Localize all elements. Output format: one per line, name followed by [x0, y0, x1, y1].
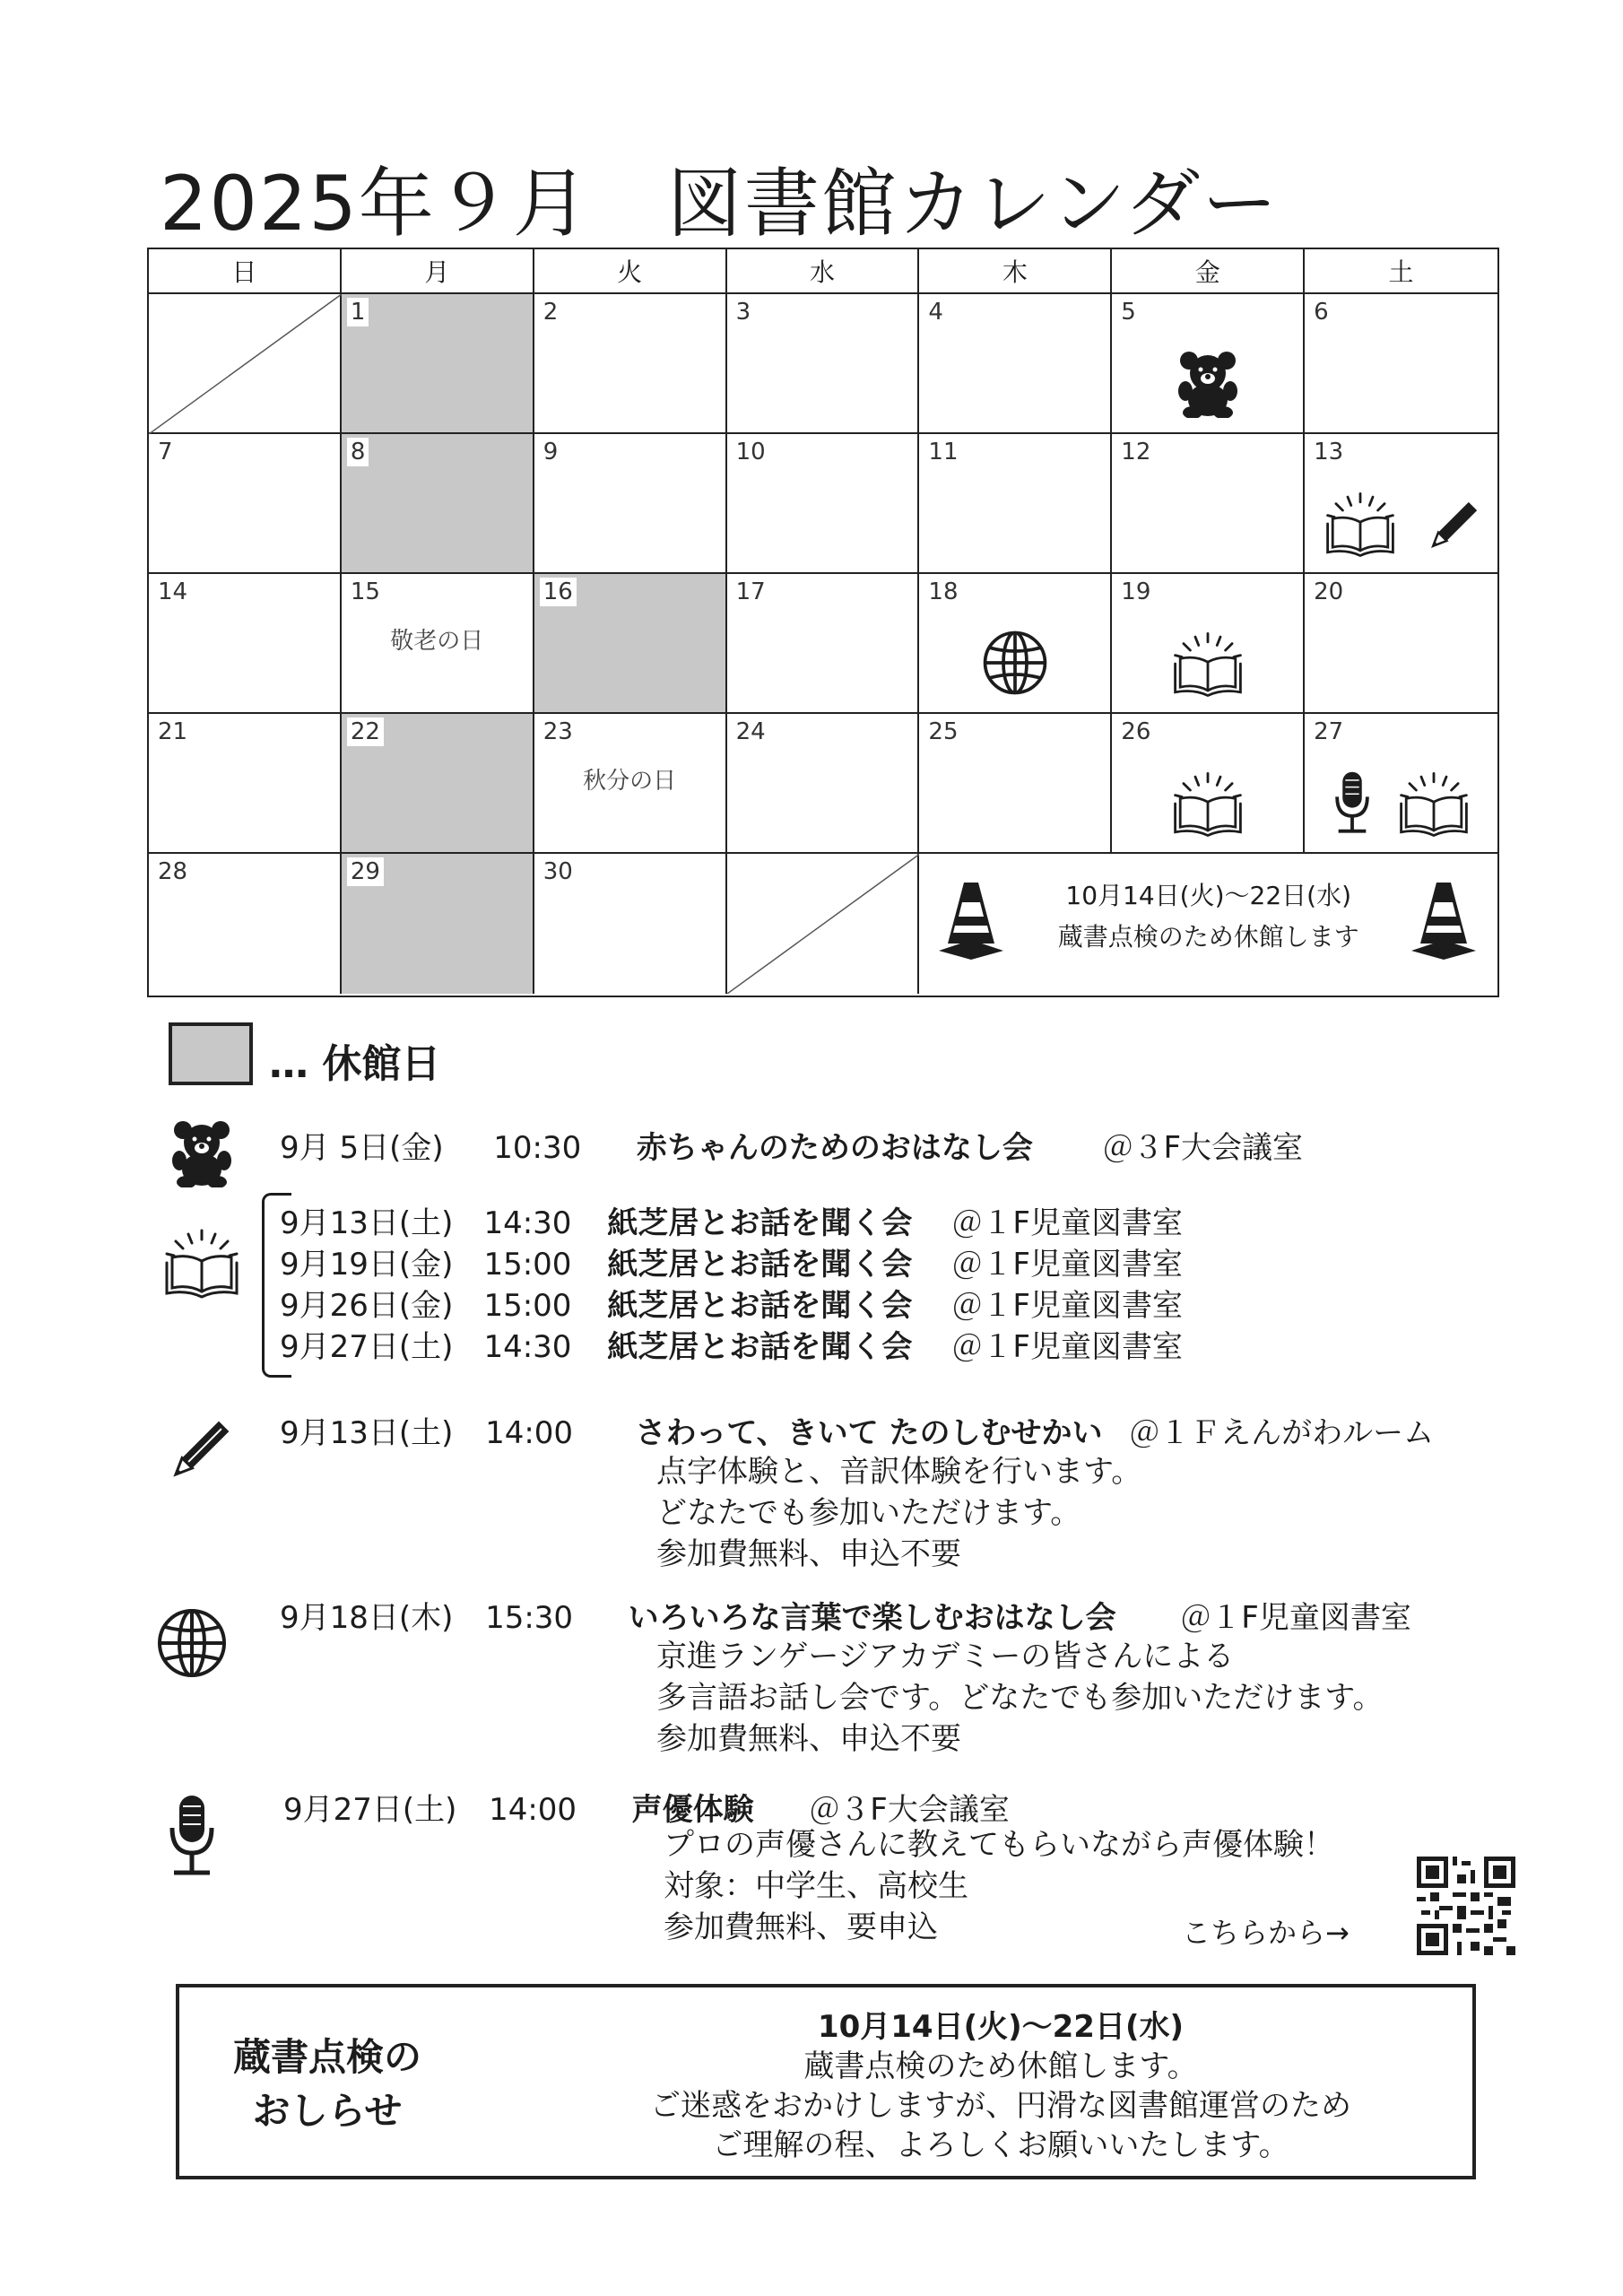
- event-time: 15:30: [485, 1600, 574, 1636]
- calendar-day-cell: [342, 714, 534, 854]
- day-icons: [1112, 748, 1303, 841]
- calendar-day-cell: [1112, 434, 1305, 574]
- holiday-name: 秋分の日: [583, 768, 677, 795]
- calendar-day-cell: [919, 714, 1112, 854]
- day-number: 5: [1121, 299, 1136, 326]
- day-number: 11: [928, 439, 959, 465]
- calendar-empty-cell: [149, 294, 342, 434]
- weekday-header: 日: [149, 249, 342, 294]
- notice-heading-line: 蔵書点検の: [233, 2035, 422, 2079]
- event-desc-line: 対象：中学生、高校生: [664, 1868, 968, 1904]
- day-number: 15: [350, 578, 380, 605]
- event-desc-line: プロの声優さんに教えてもらいながら声優体験！: [664, 1827, 1334, 1863]
- qr-link-label: こちらから→: [1182, 1916, 1350, 1950]
- day-icons: [1305, 468, 1497, 561]
- event-title: 紙芝居とお話を聞く会: [607, 1288, 913, 1324]
- calendar-day-cell: [727, 294, 920, 434]
- open-book-icon: [1170, 770, 1245, 841]
- calendar-day-cell: [534, 714, 727, 854]
- day-number: 10: [735, 439, 766, 465]
- open-book-icon: [1396, 770, 1471, 841]
- day-number: 13: [1314, 439, 1344, 465]
- event-desc-line: 参加費無料、申込不要: [656, 1536, 961, 1572]
- open-book-icon: [161, 1227, 242, 1302]
- event-desc-line: 参加費無料、申込不要: [656, 1721, 961, 1757]
- calendar-day-cell: [534, 294, 727, 434]
- day-number: 21: [158, 718, 188, 745]
- day-number: 28: [158, 858, 188, 885]
- calendar-day-cell: [919, 434, 1112, 574]
- globe-icon: [980, 628, 1050, 701]
- open-book-icon: [1170, 630, 1245, 701]
- notice-heading-line: おしらせ: [252, 2089, 403, 2133]
- day-number: 24: [735, 718, 766, 745]
- day-number: 1: [347, 298, 369, 326]
- event-lang: [280, 1593, 1411, 1637]
- day-number: 23: [542, 718, 573, 745]
- weekday-header: 月: [342, 249, 534, 294]
- day-number: 20: [1314, 578, 1344, 605]
- event-place: ＠１F児童図書室: [951, 1247, 1183, 1283]
- notice-line: ご迷惑をおかけしますが、円滑な図書館運営のため: [650, 2088, 1351, 2124]
- calendar-day-cell: [342, 854, 534, 994]
- globe-icon: [154, 1605, 230, 1684]
- day-number: 2: [542, 299, 559, 326]
- page-title: 2025年９月 図書館カレンダー: [160, 160, 1280, 248]
- closed-day-legend-label: … 休館日: [269, 1041, 441, 1087]
- calendar-day-cell: [149, 714, 342, 854]
- notice-dates: 10月14日(火)〜22日(水): [817, 2009, 1185, 2045]
- event-kamishibai-row: [280, 1239, 1183, 1283]
- day-number: 18: [928, 578, 959, 605]
- event-date: 9月13日(土): [280, 1205, 454, 1241]
- event-date: 9月18日(木): [280, 1600, 454, 1636]
- event-title: 紙芝居とお話を聞く会: [607, 1205, 913, 1241]
- event-title: 紙芝居とお話を聞く会: [607, 1247, 913, 1283]
- event-date: 9月26日(金): [280, 1288, 454, 1324]
- event-title: いろいろな言葉で楽しむおはなし会: [628, 1600, 1116, 1636]
- day-number: 19: [1121, 578, 1151, 605]
- calendar-day-cell: [1305, 294, 1497, 434]
- qr-code[interactable]: [1417, 1857, 1515, 1959]
- event-kamishibai-row: [280, 1198, 1183, 1242]
- day-number: 6: [1314, 299, 1329, 326]
- calendar-notice-text: [1018, 875, 1399, 958]
- day-number: 9: [542, 439, 559, 465]
- day-number: 29: [347, 857, 384, 886]
- day-number: 22: [347, 718, 384, 746]
- weekday-header: 水: [727, 249, 920, 294]
- event-place: ＠１F児童図書室: [951, 1288, 1183, 1324]
- calendar-day-cell: [919, 574, 1112, 714]
- calendar-day-cell: [1112, 574, 1305, 714]
- event-date: 9月 5日(金): [280, 1130, 444, 1166]
- event-time: 14:00: [489, 1792, 577, 1828]
- event-touch: [280, 1408, 1434, 1452]
- calendar-day-cell: [1305, 574, 1497, 714]
- microphone-icon: [165, 1794, 219, 1883]
- event-desc-line: 多言語お話し会です。どなたでも参加いただけます。: [656, 1680, 1384, 1716]
- day-number: 3: [735, 299, 751, 326]
- day-number: 17: [735, 578, 766, 605]
- open-book-icon: [1323, 490, 1398, 561]
- calendar-day-cell: [342, 294, 534, 434]
- day-number: 14: [158, 578, 188, 605]
- teddy-bear-icon: [1176, 350, 1239, 422]
- traffic-cone-icon: [937, 881, 1005, 965]
- calendar-day-cell: [534, 574, 727, 714]
- event-time: 15:00: [483, 1288, 572, 1324]
- event-desc-line: 点字体験と、音訳体験を行います。: [656, 1454, 1142, 1490]
- day-number: 7: [158, 439, 173, 465]
- calendar-day-cell: [1112, 294, 1305, 434]
- event-kamishibai-row: [280, 1322, 1183, 1366]
- event-place: ＠１Ｆえんがわルーム: [1129, 1415, 1435, 1451]
- day-icons: [1112, 608, 1303, 701]
- notice-body: [565, 2007, 1436, 2165]
- event-place: ＠３F大会議室: [1102, 1130, 1304, 1166]
- calendar-day-cell: [727, 434, 920, 574]
- event-place: ＠１F児童図書室: [1180, 1600, 1411, 1636]
- day-number: 25: [928, 718, 959, 745]
- weekday-header: 木: [919, 249, 1112, 294]
- event-desc-line: 京進ランゲージアカデミーの皆さんによる: [656, 1639, 1235, 1674]
- traffic-cone-icon: [1410, 881, 1478, 965]
- teddy-bear-icon: [170, 1119, 233, 1191]
- calendar-day-cell: [342, 574, 534, 714]
- event-time: 14:30: [483, 1329, 572, 1365]
- calendar-day-cell: [534, 434, 727, 574]
- event-title: 赤ちゃんのためのおはなし会: [636, 1130, 1033, 1166]
- notice-line: 蔵書点検のため休館します。: [803, 2048, 1198, 2084]
- holiday-name: 敬老の日: [390, 628, 484, 655]
- event-place: ＠３F大会議室: [809, 1792, 1010, 1828]
- event-time: 10:30: [493, 1130, 582, 1166]
- event-desc-line: 参加費無料、要申込: [664, 1909, 938, 1945]
- day-number: 4: [928, 299, 943, 326]
- notice-box: [176, 1984, 1476, 2179]
- calendar-grid: [147, 248, 1499, 997]
- calendar-day-cell: [149, 854, 342, 994]
- empty-cell-diagonal: [727, 854, 920, 994]
- day-icons: [919, 608, 1110, 701]
- event-date: 9月13日(土): [280, 1415, 454, 1451]
- day-number: 30: [542, 858, 573, 885]
- weekday-header: 火: [534, 249, 727, 294]
- event-voice: [283, 1785, 1010, 1829]
- pencil-icon: [1421, 499, 1480, 561]
- event-touch-description: [656, 1451, 1141, 1575]
- calendar-day-cell: [1112, 714, 1305, 854]
- event-lang-description: [656, 1636, 1384, 1760]
- calendar-day-cell: [727, 714, 920, 854]
- day-number: 27: [1314, 718, 1344, 745]
- pencil-icon: [161, 1417, 233, 1492]
- calendar-empty-cell: [727, 854, 920, 994]
- event-title: 紙芝居とお話を聞く会: [607, 1329, 913, 1365]
- empty-cell-diagonal: [149, 294, 342, 434]
- day-number: 26: [1121, 718, 1151, 745]
- event-date: 9月27日(土): [280, 1329, 454, 1365]
- event-time: 14:00: [485, 1415, 574, 1451]
- event-title: 声優体験: [631, 1792, 754, 1828]
- event-place: ＠１F児童図書室: [951, 1205, 1183, 1241]
- event-date: 9月19日(金): [280, 1247, 454, 1283]
- calendar-day-cell: [342, 434, 534, 574]
- calendar-day-cell: [919, 294, 1112, 434]
- event-time: 14:30: [483, 1205, 572, 1241]
- calendar-day-cell: [727, 574, 920, 714]
- event-bear: [280, 1123, 1303, 1167]
- calendar-day-cell: [1305, 434, 1497, 574]
- day-number: 16: [540, 578, 577, 606]
- day-number: 12: [1121, 439, 1151, 465]
- weekday-header: 土: [1305, 249, 1497, 294]
- event-date: 9月27日(土): [283, 1792, 457, 1828]
- event-kamishibai-row: [280, 1281, 1183, 1325]
- calendar-day-cell: [149, 434, 342, 574]
- calendar-day-cell: [1305, 714, 1497, 854]
- event-title: さわって、きいて たのしむせかい: [635, 1415, 1103, 1451]
- event-place: ＠１F児童図書室: [951, 1329, 1183, 1365]
- calendar-day-cell: [149, 574, 342, 714]
- closed-day-swatch: [169, 1022, 253, 1085]
- calendar-notice-line: 10月14日(火)〜22日(水): [1065, 881, 1351, 910]
- notice-heading: [233, 2031, 421, 2138]
- calendar-notice-line: 蔵書点検のため休館します: [1057, 922, 1359, 952]
- notice-line: ご理解の程、よろしくお願いいたします。: [712, 2127, 1289, 2163]
- day-icons: [1305, 748, 1497, 841]
- microphone-icon: [1332, 770, 1373, 841]
- day-icons: [1112, 328, 1303, 422]
- calendar-day-cell: [534, 854, 727, 994]
- day-number: 8: [347, 438, 369, 466]
- calendar-notice-cell: [919, 854, 1497, 994]
- weekday-header: 金: [1112, 249, 1305, 294]
- event-desc-line: どなたでも参加いただけます。: [656, 1495, 1081, 1531]
- event-time: 15:00: [483, 1247, 572, 1283]
